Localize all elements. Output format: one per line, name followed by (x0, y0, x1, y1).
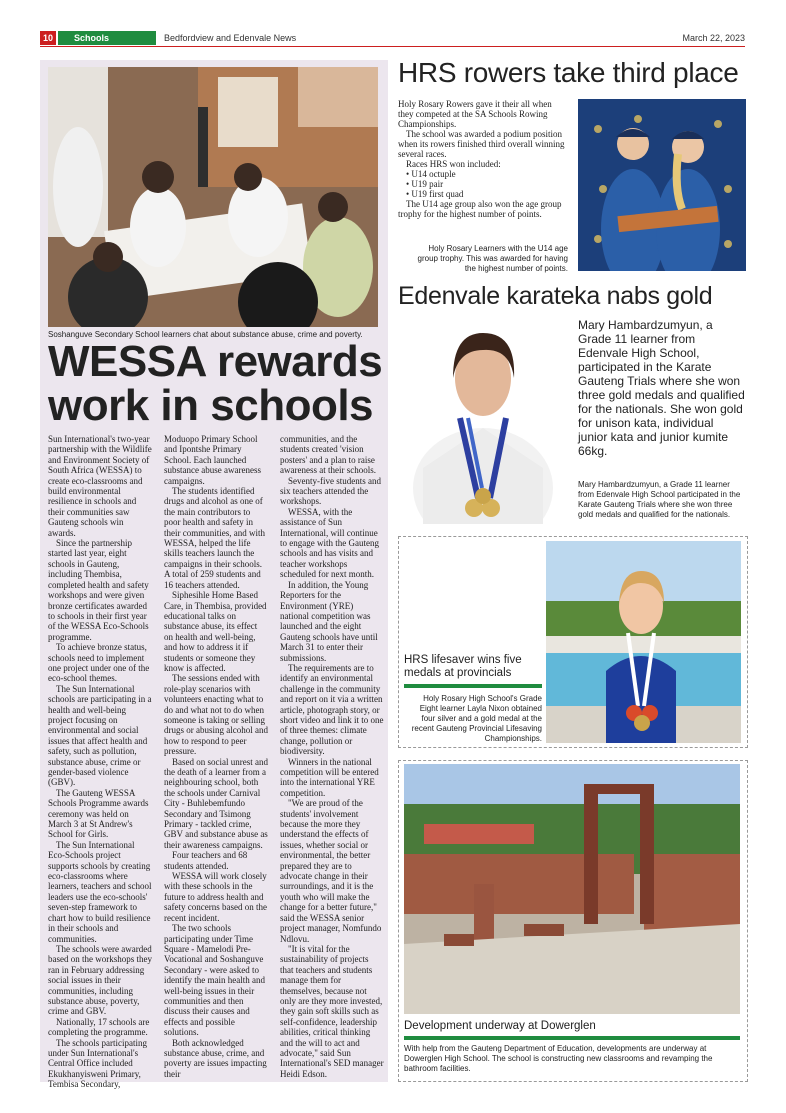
paragraph: Both acknowledged substance abuse, crime, and poverty are issues impacting their (164, 1037, 267, 1079)
karate-headline: Edenvale karateka nabs gold (398, 282, 713, 310)
paragraph: The schools were awarded based on the workshops they ran in February addressing social issues in their communities, including substance abuse, poverty, crime and GBV. (48, 943, 152, 1017)
paragraph: Since the partnership started last year, eight schools in Gauteng, including Thembisa, completed health and safety workshops and were given bronze certificates awarded to schools in their first year of the WESSA Eco-Schools programme. (48, 538, 149, 642)
paragraph: The schools participating under Sun International's Central Office included Ekukhanyisweni Primary, Tembisa Secondary, (48, 1037, 147, 1090)
paragraph: The school was awarded a podium position when its rowers finished third overall winning several races. (398, 129, 565, 159)
section-label: Schools (58, 31, 156, 45)
paragraph: In addition, the Young Reporters for the Environment (YRE) national competition was launched and the eight Gauteng schools have until March 31 to enter their submissions. (280, 579, 378, 663)
paragraph: The students identified drugs and alcohol as one of the main contributors to poor health and safety in their communities, and with WESSA, helped the life skills teachers launch the campaigns in their schools. A total of 259 students and 16 teachers attended. (164, 486, 265, 590)
caption-line: four silver and a gold medal at the (421, 714, 542, 723)
caption-line: Eight learner Layla Nixon obtained (419, 704, 542, 713)
wessa-column-2 (164, 434, 268, 1079)
publication-name: Bedfordview and Edenvale News (164, 33, 297, 43)
karate-lead: Mary Hambardzumyun, a Grade 11 learner from Edenvale High School, participated in the Karate Gauteng Trials where she won three gold medals and qualified for the nationals. She won gold for unison kata, individual junior kata and junior kumite 66kg. (578, 318, 745, 458)
dowerglen-headline: Development underway at Dowerglen (404, 1020, 596, 1032)
headline-line: medals at provincials (404, 667, 512, 679)
paragraph: The Sun International Eco-Schools project supports schools by creating eco-classrooms where learners, teachers and school leaders use the eco-schools' seven-step framework to chart how to build resilience in their schools and communities. (48, 839, 152, 944)
paragraph: Seventy-five students and six teachers attended the workshops. (280, 475, 381, 507)
paragraph: To achieve bronze status, schools need to implement one project under one of the eco-school themes. (48, 642, 150, 684)
paragraph: Winners in the national competition will be entered into the international YRE competition. (280, 756, 379, 798)
page-number: 10 (40, 31, 56, 45)
paragraph: WESSA will work closely with these schools in the future to address health and safety concerns based on the recent incident. (164, 871, 267, 923)
paragraph: The Sun International schools are participating in a health and well-being project focusing on environmental and social issues that affect health and safety, such as pollution, substance abuse, crime or gender-based violence (GBV). (48, 683, 152, 788)
construction-photo-caption: With help from the Gauteng Department of Education, developments are underway at Dowerglen High School. The school is constructing new classrooms and revamping the bathroom facilities. (404, 1044, 713, 1073)
lifesaver-headline (404, 654, 544, 680)
wessa-column-3 (280, 434, 384, 1079)
paragraph: communities, and the students created 'vision posters' and a plan to raise awareness at their schools. (280, 434, 376, 476)
list-item: • U19 pair (406, 179, 444, 189)
issue-date: March 22, 2023 (682, 33, 745, 43)
lifesaver-photo (546, 541, 741, 743)
paragraph: Sun International's two-year partnership with the Wildlife and Environment Society of South Africa (WESSA) to create eco-classrooms and build environmental resilience in schools and their communities saw Gauteng schools win awards. (48, 434, 152, 538)
paragraph: "We are proud of the students' involvement because the more they understand the effects of issues, whether social or environmental, the better prepared they are to advocate change in their surroundings, and it is the youth who will make the change for a better future," said the WESSA senior project manager, Nomfundo Ndlovu. (280, 798, 382, 944)
list-item: • U14 octuple (406, 169, 456, 179)
caption-line: Championships. (484, 734, 542, 743)
paragraph: Holy Rosary Rowers gave it their all when they competed at the SA Schools Rowing Championships. (398, 99, 552, 129)
caption-line: Holy Rosary Learners with the U14 age (428, 244, 568, 253)
page-header (40, 31, 745, 45)
paragraph: "It is vital for the sustainability of projects that teachers and students manage them for themselves, because not only are they more invested, they gain soft skills such as self-confidence, leadership abilities, critical thinking and the will to act and advocate," said Sun International's SED manager Heidi Edson. (280, 943, 384, 1079)
lifesaver-photo-caption (404, 694, 542, 744)
lifesaver-green-bar (404, 684, 542, 688)
rowers-headline: HRS rowers take third place (398, 57, 739, 88)
karate-photo (398, 318, 568, 524)
caption-line: Holy Rosary High School's Grade (423, 694, 542, 703)
paragraph: The requirements are to identify an environmental challenge in the community and report on it via a written article, photograph story, or short video and link it to one of three themes: climate change, pollution or biodiversity. (280, 662, 384, 757)
paragraph: Siphesihle Home Based Care, in Thembisa, provided educational talks on substance abuse, its effect on health and well-being, and how to address it if students or someone they know is affected. (164, 590, 267, 673)
paragraph: Four teachers and 68 students attended. (164, 850, 248, 871)
caption-line: recent Gauteng Provincial Lifesaving (411, 724, 542, 733)
list-item: • U19 first quad (406, 189, 464, 199)
paragraph: Based on social unrest and the death of a learner from a neighbouring school, both the schools under Carnival City - Buhlebemfundo Secondary and Tsimong Primary - tackled crime, GBV and substance abuse as their awareness campaigns. (164, 756, 268, 850)
wessa-article (48, 434, 384, 1090)
wessa-column-1 (48, 434, 152, 1090)
wessa-headline-line2: work in schools (48, 381, 374, 430)
header-rule (40, 46, 745, 47)
rowers-article (398, 99, 568, 219)
classroom-photo-caption: Soshanguve Secondary School learners chat about substance abuse, crime and poverty. (48, 330, 363, 339)
paragraph: The sessions ended with role-play scenarios with volunteers enacting what to do and what not to do when someone is taking or selling drugs or abusing alcohol and how to respond to peer pressure. (164, 673, 268, 757)
wessa-headline-line1: WESSA rewards (48, 337, 383, 386)
paragraph: The Gauteng WESSA Schools Programme awards ceremony was held on March 3 at St Andrew's School for Girls. (48, 787, 149, 840)
karate-photo-caption: Mary Hambardzumyun, a Grade 11 learner from Edenvale High School participated in the Karate Gauteng Trials where she won three gold medals and qualified for the nationals. (578, 480, 741, 519)
wessa-headline (48, 337, 384, 430)
paragraph: The U14 age group also won the age group trophy for the highest number of points. (398, 199, 562, 219)
rowers-photo-caption (398, 244, 568, 274)
construction-photo (404, 764, 740, 1014)
caption-line: group trophy. This was awarded for having (417, 254, 568, 263)
classroom-photo (48, 67, 378, 327)
paragraph: WESSA, with the assistance of Sun International, will continue to engage with the Gauteng schools and has visits and teacher workshops scheduled for next month. (280, 506, 379, 580)
headline-line: HRS lifesaver wins five (404, 654, 522, 666)
dowerglen-green-bar (404, 1036, 740, 1040)
rowers-photo (578, 99, 746, 271)
paragraph: The two schools participating under Time Square - Mamelodi Pre-Vocational and Soshanguve Secondary - were asked to identify the main health and well-being issues in their communities and then discuss their causes and effects and possible solutions. (164, 923, 265, 1038)
caption-line: the highest number of points. (464, 264, 568, 273)
paragraph: Nationally, 17 schools are completing the programme. (48, 1016, 150, 1038)
paragraph: Races HRS won included: (406, 159, 501, 169)
paragraph: Moduopo Primary School and Ipontshe Primary School. Each launched substance abuse awareness campaigns. (164, 434, 261, 486)
